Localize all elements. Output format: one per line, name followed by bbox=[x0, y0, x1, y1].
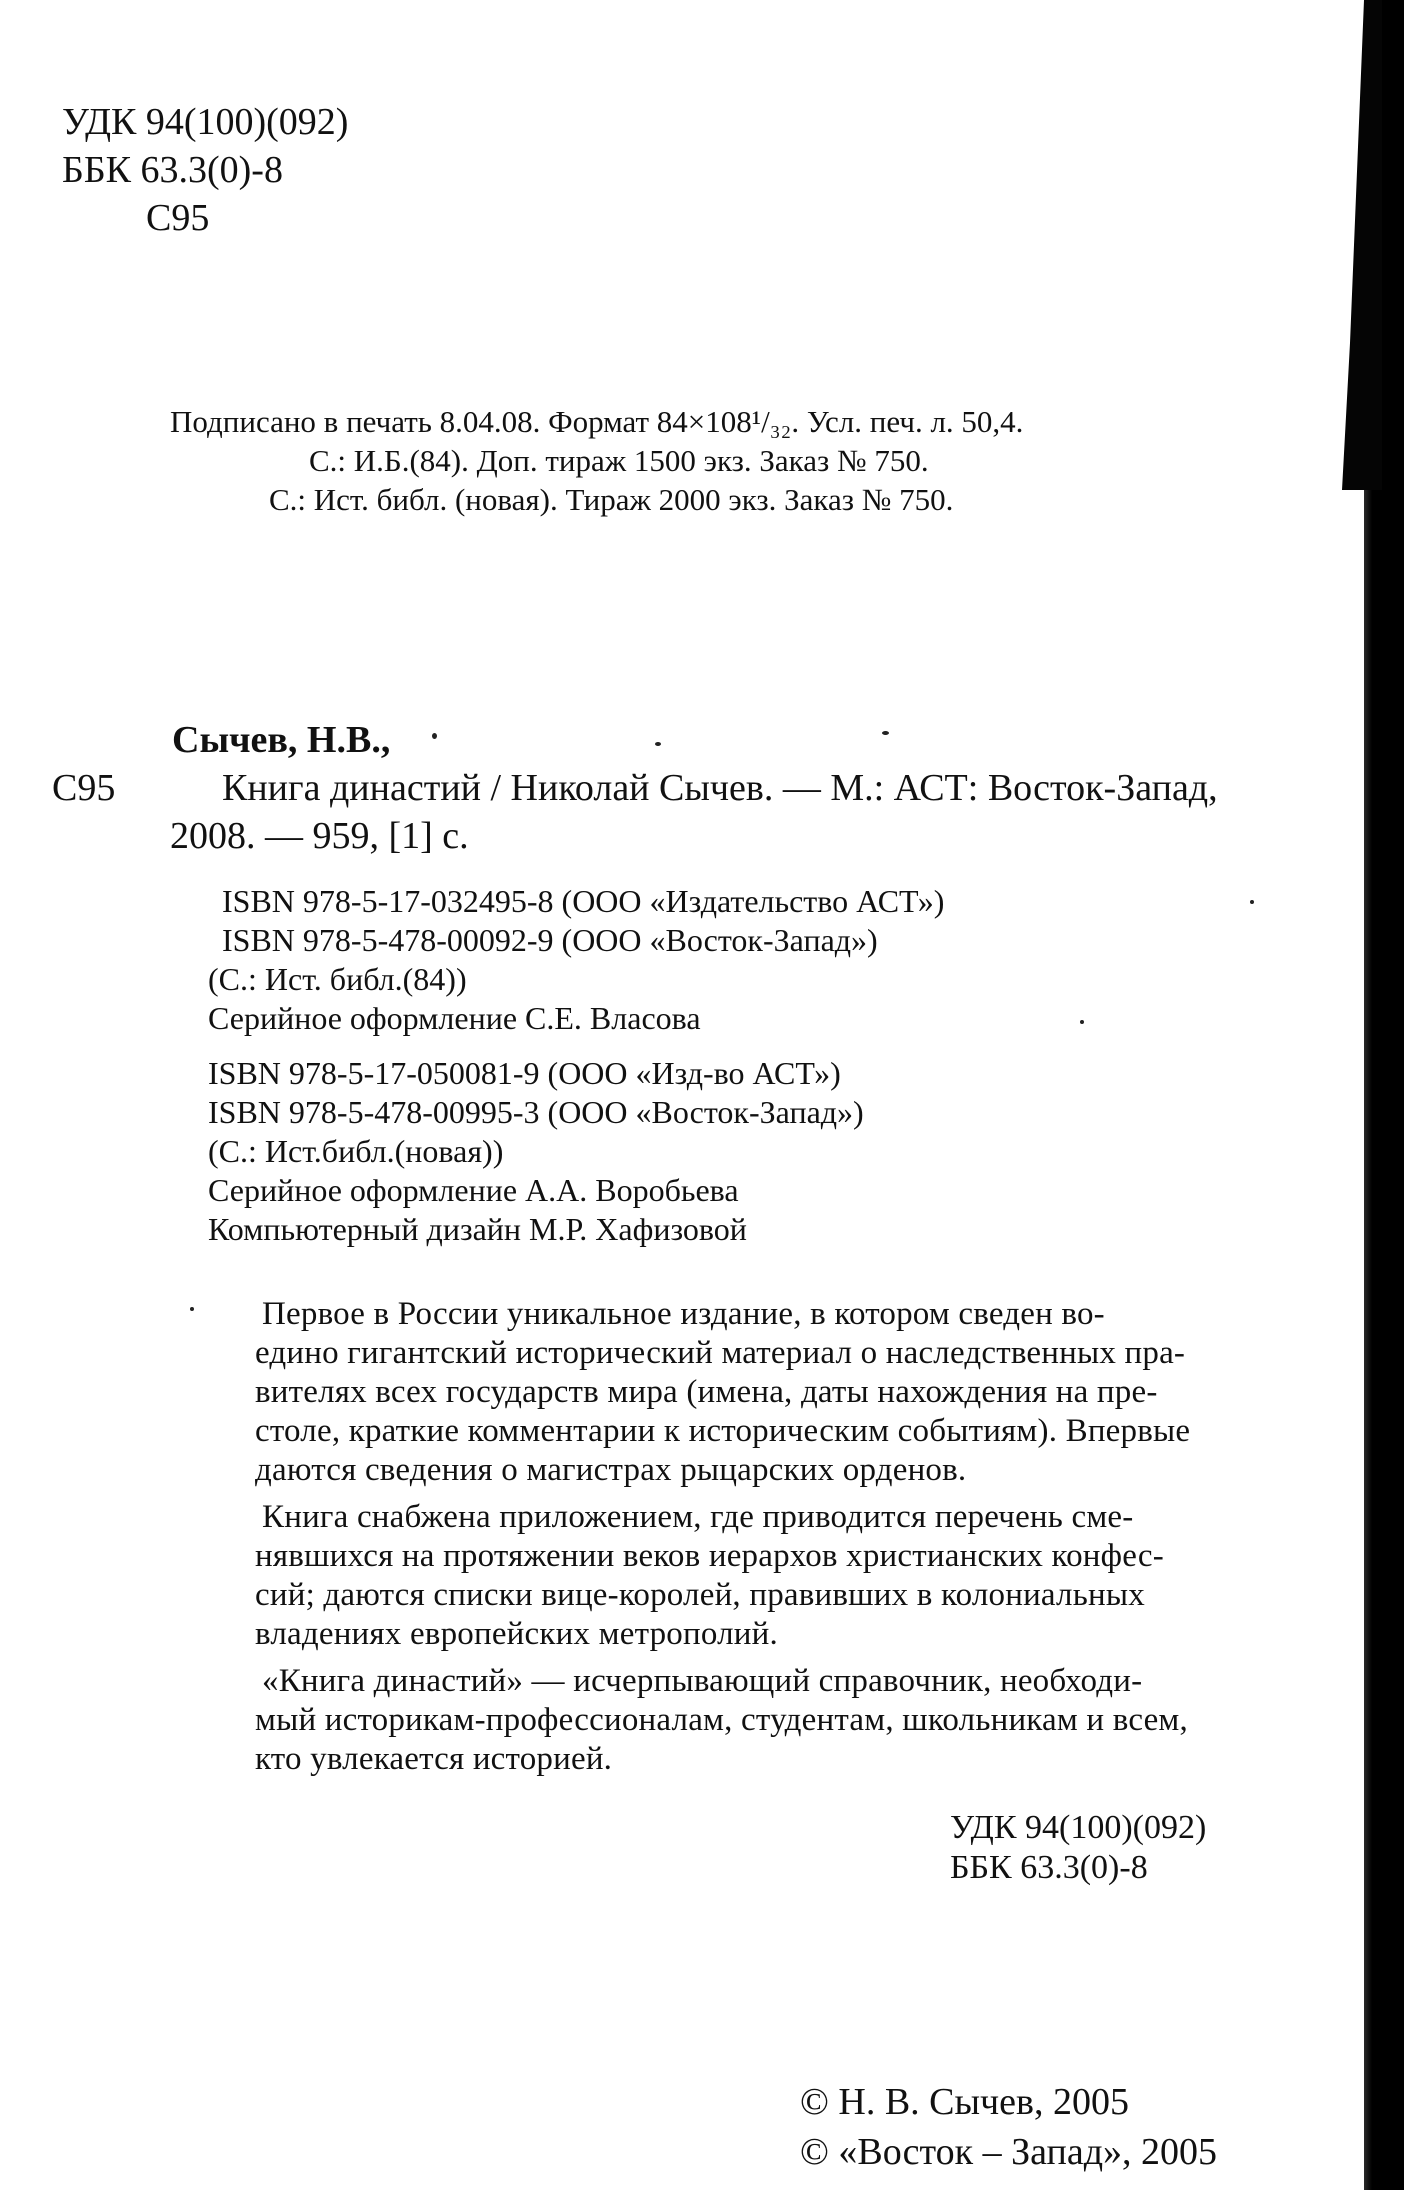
isbn-block-1 bbox=[208, 882, 945, 1038]
bbk-code-bottom: ББК 63.3(0)-8 bbox=[950, 1849, 1148, 1886]
design-credit: Компьютерный дизайн М.Р. Хафизовой bbox=[208, 1211, 747, 1247]
isbn-line: (С.: Ист.библ.(новая)) bbox=[208, 1133, 504, 1169]
scan-speck bbox=[655, 742, 661, 746]
print-info-line: С.: Ист. библ. (новая). Тираж 2000 экз. Заказ № 750. bbox=[269, 482, 954, 517]
annotation bbox=[255, 1295, 1245, 1787]
author-mark-top: С95 bbox=[146, 197, 210, 239]
author-heading: Сычев, Н.В., bbox=[172, 719, 391, 761]
isbn-line: ISBN 978-5-17-032495-8 (ООО «Издательство АСТ») bbox=[222, 883, 945, 919]
annotation-line: едино гигантский исторический материал о наследственных пра- bbox=[255, 1335, 1186, 1371]
annotation-line: мый историкам-профессионалам, студентам, школьникам и всем, bbox=[255, 1702, 1188, 1738]
udk-code-bottom: УДК 94(100)(092) bbox=[950, 1809, 1207, 1846]
annotation-line: нявшихся на протяжении веков иерархов христианских конфес- bbox=[255, 1538, 1164, 1574]
annotation-paragraph bbox=[255, 1662, 1245, 1779]
author-mark: С95 bbox=[52, 767, 116, 809]
isbn-line: ISBN 978-5-478-00995-3 (ООО «Восток-Запад») bbox=[208, 1094, 864, 1130]
scan-edge-shadow-top bbox=[1342, 0, 1382, 490]
annotation-line: сий; даются списки вице-королей, правивших в колониальных bbox=[255, 1577, 1145, 1613]
copyright-line: © Н. В. Сычев, 2005 bbox=[800, 2081, 1129, 2123]
scan-speck bbox=[1250, 900, 1254, 904]
design-credit: Серийное оформление С.Е. Власова bbox=[208, 1000, 701, 1036]
isbn-block-2 bbox=[208, 1054, 864, 1249]
annotation-line: столе, краткие комментарии к историческим событиям). Впервые bbox=[255, 1413, 1191, 1449]
copyright-line: © «Восток – Запад», 2005 bbox=[800, 2131, 1218, 2173]
annotation-paragraph bbox=[255, 1295, 1245, 1490]
scan-speck bbox=[882, 731, 889, 735]
scan-speck bbox=[1080, 1020, 1084, 1024]
print-info-line: Подписано в печать 8.04.08. Формат 84×108¹/₃₂. Усл. печ. л. 50,4. bbox=[170, 404, 1024, 439]
annotation-line: вителях всех государств мира (имена, даты нахождения на пре- bbox=[255, 1374, 1158, 1410]
annotation-line: Первое в России уникальное издание, в котором сведен во- bbox=[262, 1296, 1105, 1332]
annotation-paragraph bbox=[255, 1498, 1245, 1654]
print-info-line: С.: И.Б.(84). Доп. тираж 1500 экз. Заказ № 750. bbox=[309, 443, 929, 478]
title-line: 2008. — 959, [1] с. bbox=[170, 815, 469, 857]
annotation-line: владениях европейских метрополий. bbox=[255, 1616, 778, 1652]
isbn-line: ISBN 978-5-17-050081-9 (ООО «Изд-во АСТ») bbox=[208, 1055, 841, 1091]
scan-speck bbox=[190, 1307, 194, 1311]
isbn-line: ISBN 978-5-478-00092-9 (ООО «Восток-Запад») bbox=[222, 922, 878, 958]
isbn-line: (С.: Ист. библ.(84)) bbox=[208, 961, 467, 997]
annotation-line: даются сведения о магистрах рыцарских орденов. bbox=[255, 1452, 967, 1488]
title-line: Книга династий / Николай Сычев. — М.: АСТ: Восток-Запад, bbox=[222, 767, 1218, 809]
scan-speck bbox=[432, 733, 437, 739]
design-credit: Серийное оформление А.А. Воробьева bbox=[208, 1172, 739, 1208]
annotation-line: Книга снабжена приложением, где приводится перечень сме- bbox=[262, 1499, 1134, 1535]
bbk-code-top: ББК 63.3(0)-8 bbox=[62, 149, 283, 191]
annotation-line: «Книга династий» — исчерпывающий справочник, необходи- bbox=[262, 1663, 1143, 1699]
udk-code-top: УДК 94(100)(092) bbox=[62, 101, 349, 143]
annotation-line: кто увлекается историей. bbox=[255, 1741, 613, 1777]
